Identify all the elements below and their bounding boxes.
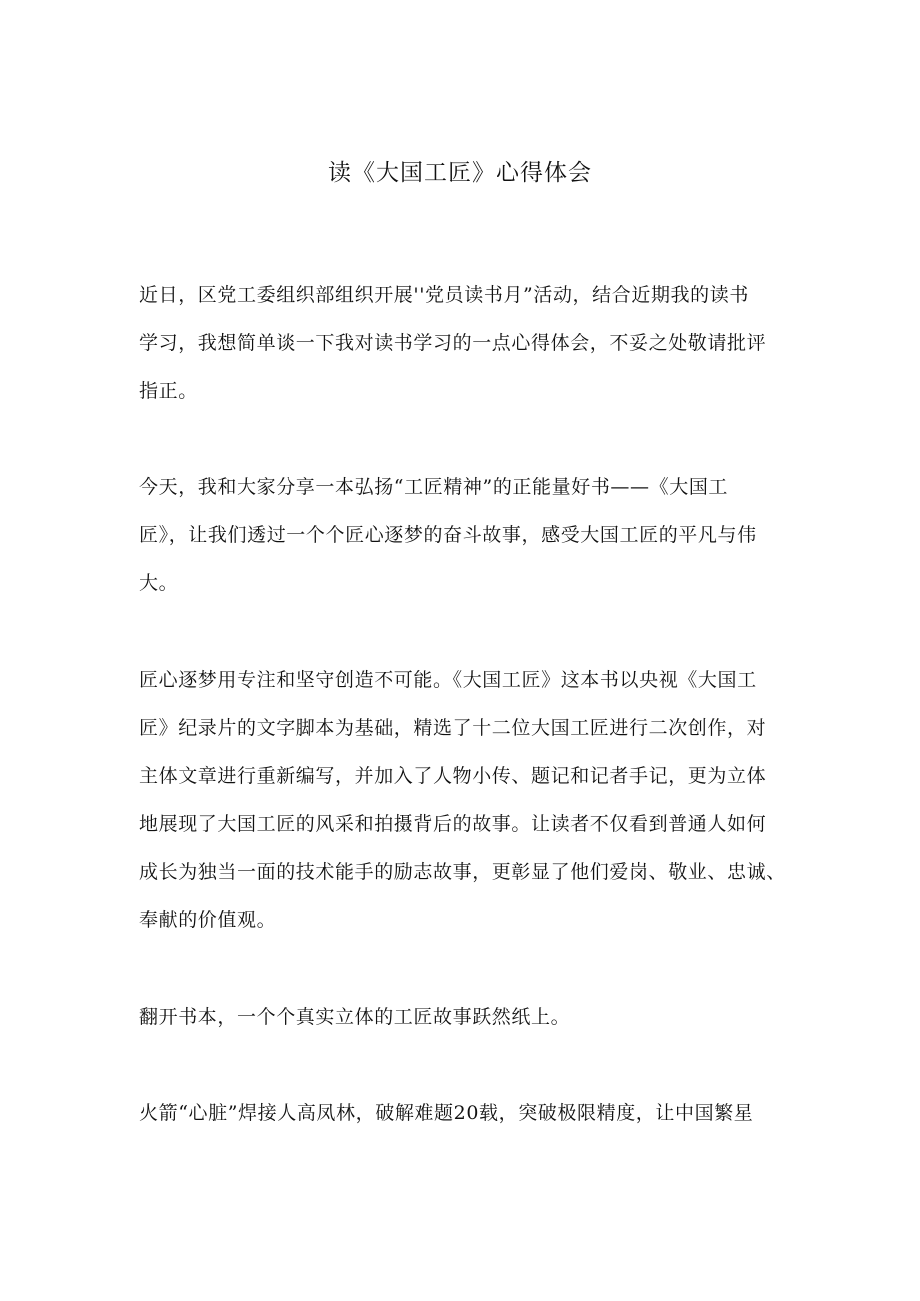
text-line: 火箭“心脏”焊接人高凤林，破解难题20载，突破极限精度，让中国繁星 <box>139 1102 754 1124</box>
text-line: 今天，我和大家分享一本弘扬“工匠精神”的正能量好书——《大国工 <box>139 476 729 498</box>
text-line: 匠心逐梦用专注和坚守创造不可能。《大国工匠》这本书以央视《大国工 <box>139 669 757 691</box>
text-line: 指正。 <box>139 380 198 402</box>
text-line: 大。 <box>139 572 179 594</box>
text-line: 主体文章进行重新编写，并加入了人物小传、题记和记者手记，更为立体 <box>139 765 767 787</box>
text-line: 地展现了大国工匠的风采和拍摄背后的故事。让读者不仅看到普通人如何 <box>139 813 767 835</box>
paragraph-gao-fenglin <box>139 1089 799 1137</box>
paragraph-book-content <box>139 656 799 944</box>
text-line: 匠》，让我们透过一个个匠心逐梦的奋斗故事，感受大国工匠的平凡与伟 <box>139 524 757 546</box>
text-line: 成长为独当一面的技术能手的励志故事，更彰显了他们爱岗、敬业、忠诚、 <box>139 861 786 883</box>
document-title: 读《大国工匠》心得体会 <box>328 160 592 186</box>
paragraph-intro <box>139 271 799 415</box>
paragraph-book-introduction <box>139 463 799 607</box>
text-line: 匠》纪录片的文字脚本为基础，精选了十二位大国工匠进行二次创作，对 <box>139 717 767 739</box>
text-line: 翻开书本，一个个真实立体的工匠故事跃然纸上。 <box>139 1006 571 1028</box>
text-line: 奉献的价值观。 <box>139 909 277 931</box>
text-line: 学习，我想简单谈一下我对读书学习的一点心得体会，不妥之处敬请批评 <box>139 332 767 354</box>
paragraph-stories <box>139 993 799 1041</box>
text-line: 近日，区党工委组织部组织开展''党员读书月”活动，结合近期我的读书 <box>139 284 749 306</box>
